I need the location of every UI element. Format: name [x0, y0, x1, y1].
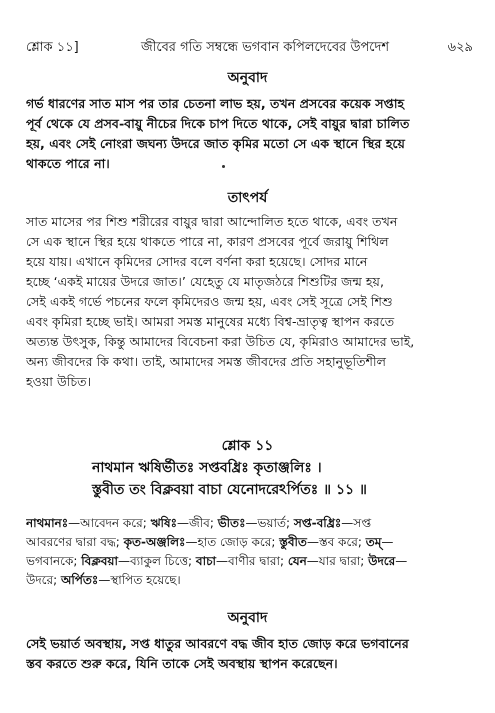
translation-paragraph: [26, 634, 468, 674]
synonym-line: [26, 571, 472, 590]
synonym-meaning: —ব্যাকুল চিত্তে;: [117, 554, 196, 568]
verse-heading: শ্লোক ১১: [221, 438, 274, 454]
synonym-term: বিক্লবয়া: [81, 554, 118, 568]
verse-line-1: নাথমান ঋষির্ভীতঃ সপ্তবধ্রিঃ কৃতাঞ্জলিঃ ।: [92, 460, 322, 476]
translation-paragraph: [26, 94, 468, 174]
verse-reference: শ্লোক ১১]: [26, 40, 79, 55]
synonym-meaning: —যার দ্বারা;: [306, 554, 369, 568]
purport-paragraph: [26, 212, 468, 392]
synonym-term: নাথমানঃ: [26, 516, 69, 530]
synonym-meaning: —সপ্ত: [341, 516, 372, 530]
text-line: সে এক স্থানে স্থির হয়ে থাকতে পারে না, কারণ প্রসবের পূর্বে জরায়ু শিথিল: [26, 234, 389, 249]
text-line: হওয়া উচিত।: [26, 374, 92, 389]
synonym-line: [26, 514, 472, 533]
synonym-meaning: —জীব;: [176, 516, 218, 530]
synonym-term: বাচা: [195, 554, 217, 568]
synonym-term: ঋষিঃ: [150, 516, 177, 530]
text-line: হয়ে যায়। এখানে কৃমিদের সোদর বলে বর্ণনা করা হয়েছে। সোদর মানে: [26, 254, 368, 269]
text-line: স্তব করতে শুরু করে, যিনি তাকে সেই অবস্থায় স্থাপন করেছেন।: [26, 656, 338, 671]
stray-dot: [222, 165, 225, 168]
synonym-line: [26, 533, 472, 552]
translation-heading: অনুবাদ: [227, 610, 268, 626]
text-line: সাত মাসের পর শিশু শরীরের বায়ুর দ্বারা আন্দোলিত হতে থাকে, এবং তখন: [26, 214, 398, 229]
purport-heading: তাৎপর্য: [227, 190, 268, 206]
translation-heading: অনুবাদ: [227, 70, 268, 86]
synonym-meaning: —স্থাপিত হয়েছে।: [98, 573, 181, 587]
verse-line-2: স্তুবীত তং বিক্লবয়া বাচা যেনোদরেঽর্পিতঃ ॥ ১১ ॥: [92, 482, 367, 498]
synonym-term: সপ্ত-বধ্রিঃ: [293, 516, 342, 530]
text-line: থাকতে পারে না।: [26, 156, 110, 171]
synonyms-block: [26, 514, 472, 590]
synonym-term: ভীতঃ: [217, 516, 246, 530]
synonym-line: [26, 552, 472, 571]
text-line: সেই একই গর্ভে পচনের ফলে কৃমিদেরও জন্ম হয়, এবং সেই সূত্রে সেই শিশু: [26, 294, 393, 309]
running-head: [26, 38, 473, 58]
synonym-meaning: ভগবানকে;: [26, 554, 82, 568]
text-line: হচ্ছে ‘একই মায়ের উদরে জাত।’ যেহেতু যে মাতৃজঠরে শিশুটির জন্ম হয়,: [26, 274, 384, 289]
synonym-meaning: —: [395, 554, 408, 568]
text-line: অত্যন্ত উৎসুক, কিন্তু আমাদের বিবেচনা করা উচিত যে, কৃমিরাও আমাদের ভাই,: [26, 334, 415, 349]
synonym-term: স্তুবীত: [279, 535, 307, 549]
synonym-meaning: উদরে;: [26, 573, 61, 587]
chapter-title: জীবের গতি সম্বন্ধে ভগবান কপিলদেবের উপদেশ: [141, 40, 390, 55]
synonym-term: কৃত-অঞ্জলিঃ: [123, 535, 186, 549]
text-line: হয়, এবং সেই নোংরা জঘন্য উদরে জাত কৃমির মতো সে এক স্থানে স্থির হয়ে: [26, 136, 405, 151]
text-line: অন্য জীবদের কি কথা। তাই, আমাদের সমস্ত জীবদের প্রতি সহানুভূতিশীল: [26, 354, 387, 369]
synonym-meaning: —হাত জোড় করে;: [185, 535, 280, 549]
synonym-term: যেন: [287, 554, 307, 568]
text-line: এবং কৃমিরা হচ্ছে ভাই। আমরা সমস্ত মানুষের মধ্যে বিশ্ব-ভ্রাতৃত্ব স্থাপন করতে: [26, 314, 395, 329]
text-line: পূর্ব থেকে যে প্রসব-বায়ু নীচের দিকে চাপ দিতে থাকে, সেই বায়ুর দ্বারা চালিত: [26, 116, 410, 131]
page-number: ৬২৯: [447, 40, 473, 55]
synonym-meaning: —বাণীর দ্বারা;: [216, 554, 288, 568]
text-line: সেই ভয়ার্ত অবস্থায়, সপ্ত ধাতুর আবরণে বদ্ধ জীব হাত জোড় করে ভগবানের: [26, 636, 409, 651]
synonym-meaning: —স্তব করে;: [306, 535, 366, 549]
synonym-meaning: —ভয়ার্ত;: [245, 516, 294, 530]
synonym-term: তম্: [365, 535, 382, 549]
text-line: গর্ভ ধারণের সাত মাস পর তার চেতনা লাভ হয়, তখন প্রসবের কয়েক সপ্তাহ: [26, 96, 405, 111]
synonym-meaning: আবরণের দ্বারা বদ্ধ;: [26, 535, 124, 549]
synonym-meaning: —আবেদন করে;: [68, 516, 151, 530]
synonym-term: উদরে: [368, 554, 396, 568]
synonym-meaning: —: [381, 535, 394, 549]
synonym-term: অর্পিতঃ: [60, 573, 99, 587]
